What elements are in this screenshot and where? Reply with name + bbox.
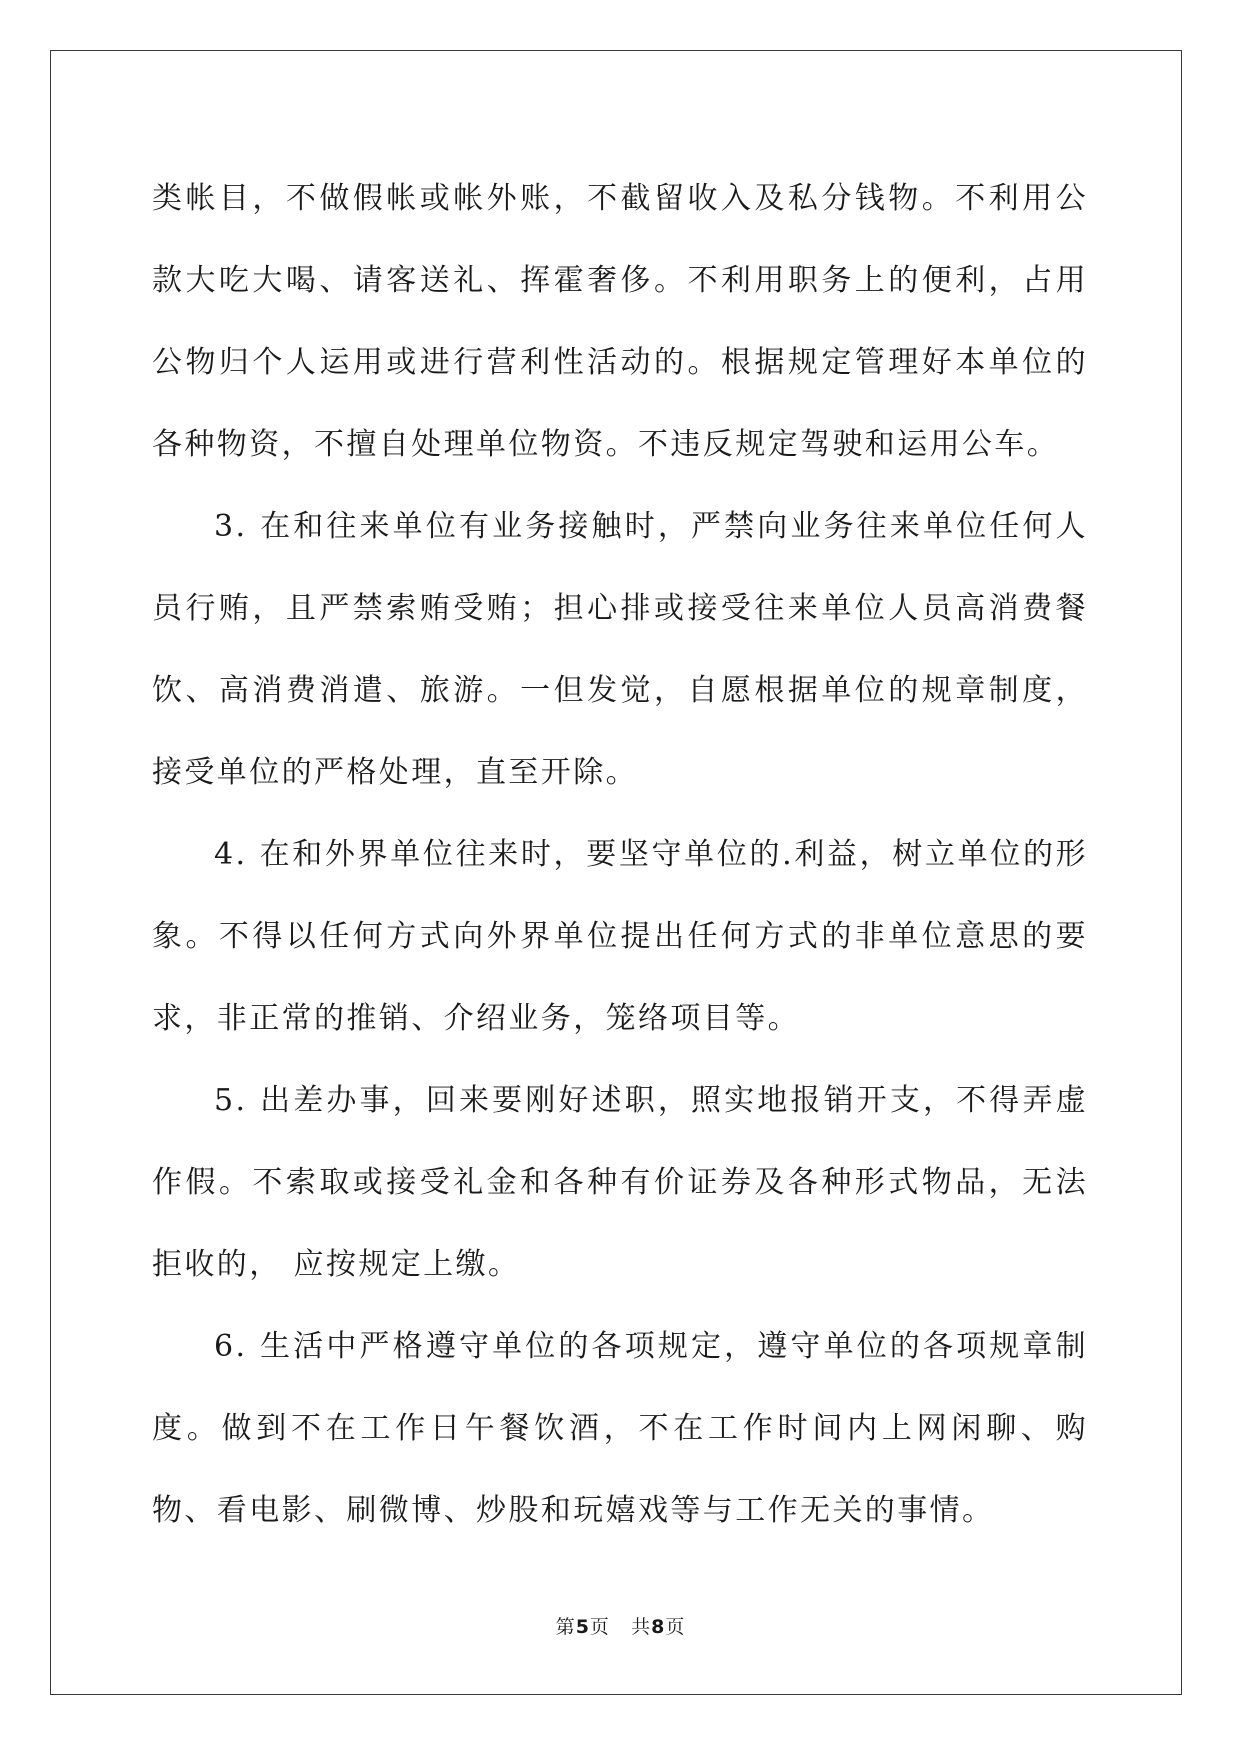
total-pages-number: 8 <box>651 1616 666 1638</box>
current-page-number: 5 <box>575 1616 590 1638</box>
document-body <box>152 158 1088 1552</box>
paragraph-item-3: 3. 在和往来单位有业务接触时，严禁向业务往来单位任何人员行贿，且严禁索贿受贿；担心排或接受往来单位人员高消费餐饮、高消费消遣、旅游。一但发觉，自愿根据单位的规章制度，接受单位的严格处理，直至开除。 <box>152 509 1088 790</box>
page-suffix: 页 <box>589 1616 610 1638</box>
paragraph-continuation: 类帐目，不做假帐或帐外账，不截留收入及私分钱物。不利用公款大吃大喝、请客送礼、挥霍奢侈。不利用职务上的便利，占用公物归个人运用或进行营利性活动的。根据规定管理好本单位的各种物资，不擅自处理单位物资。不违反规定驾驶和运用公车。 <box>152 181 1088 462</box>
page-prefix: 第 <box>555 1616 576 1638</box>
paragraph-item-5: 5. 出差办事，回来要刚好述职，照实地报销开支，不得弄虚作假。不索取或接受礼金和各种有价证券及各种形式物品，无法拒收的， 应按规定上缴。 <box>152 1083 1088 1282</box>
page-footer <box>0 1612 1241 1639</box>
paragraph-item-6: 6. 生活中严格遵守单位的各项规定，遵守单位的各项规章制度。做到不在工作日午餐饮酒，不在工作时间内上网闲聊、购物、看电影、刷微博、炒股和玩嬉戏等与工作无关的事情。 <box>152 1329 1088 1528</box>
paragraph-item-4: 4. 在和外界单位往来时，要坚守单位的.利益，树立单位的形象。不得以任何方式向外界单位提出任何方式的非单位意思的要求，非正常的推销、介绍业务，笼络项目等。 <box>152 837 1088 1036</box>
total-prefix: 共 <box>631 1616 652 1638</box>
total-suffix: 页 <box>665 1616 686 1638</box>
